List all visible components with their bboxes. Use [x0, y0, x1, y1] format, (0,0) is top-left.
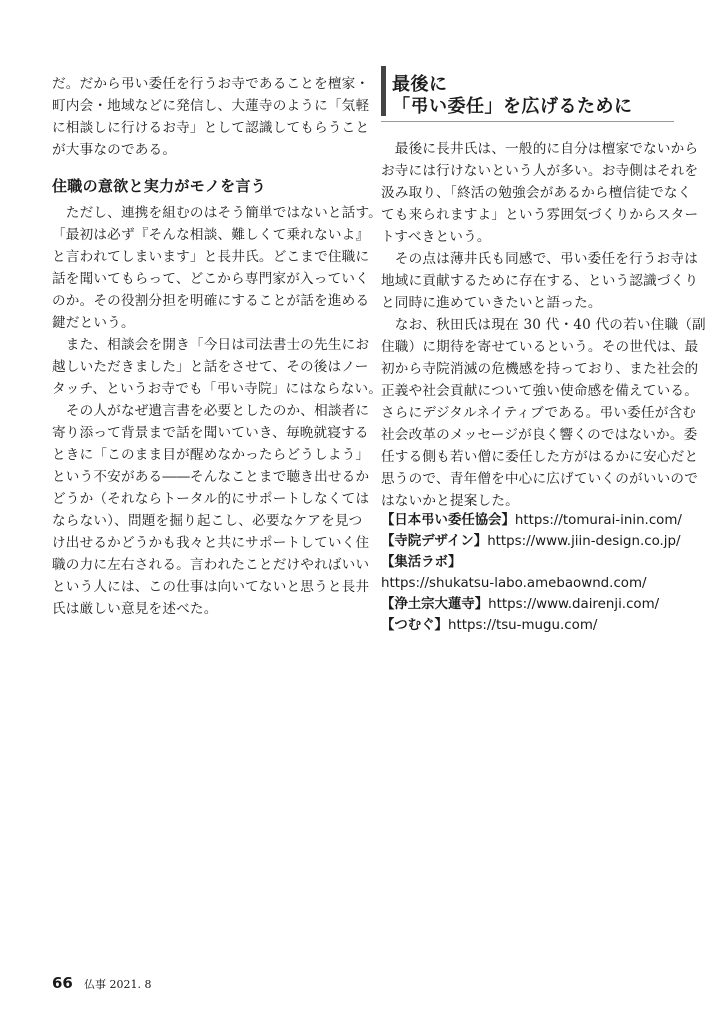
body-line: という不安がある――そんなことまで聴き出せるか	[52, 469, 370, 485]
body-line: その点は薄井氏も同感で、弔い委任を行うお寺は	[381, 251, 698, 267]
body-line: という人には、この仕事は向いてないと思うと長井	[52, 579, 370, 595]
body-line: に相談しに行けるお寺」として認識してもらうこと	[52, 120, 370, 136]
body-line: また、相談会を開き「今日は司法書士の先生にお	[52, 337, 370, 353]
link-row	[381, 552, 461, 573]
body-line: 最後に長井氏は、一般的に自分は檀家でないから	[381, 141, 699, 157]
link-row	[381, 594, 659, 615]
body-line: ても来られますよ」という雰囲気づくりからスター	[381, 207, 699, 223]
section-title: 「弔い委任」を広げるために	[392, 96, 633, 117]
body-line: 正義や社会貢献について強い使命感を備えている。	[381, 383, 698, 399]
body-line: 汲み取り、「終活の勉強会があるから檀信徒でなく	[381, 185, 692, 201]
link-label: 【集活ラボ】	[381, 555, 462, 570]
url-link[interactable]: https://www.dairenji.com/	[488, 597, 660, 612]
body-line: ときに「このまま目が醒めなかったらどうしよう」	[52, 447, 370, 463]
body-line: なお、秋田氏は現在 30 代・40 代の若い住職（副	[381, 317, 706, 333]
link-row	[381, 510, 682, 531]
link-label: 【寺院デザイン】	[381, 534, 488, 549]
body-line: ただし、連携を組むのはそう簡単ではないと話す。	[52, 205, 382, 221]
url-link[interactable]: https://tomurai-inin.com/	[514, 513, 682, 528]
url-link[interactable]: https://tsu-mugu.com/	[447, 618, 598, 633]
body-line: 越しいただきました」と話をさせて、その後はノー	[52, 359, 369, 375]
body-line: どうか（それならトータル的にサポートしなくては	[52, 491, 370, 507]
body-line: 話を聞いてもらって、どこから専門家が入っていく	[52, 271, 369, 287]
url-link[interactable]: https://www.jiin-design.co.jp/	[487, 534, 681, 549]
body-line: 初から寺院消滅の危機感を持っており、また社会的	[381, 361, 699, 377]
body-line: のか。その役割分担を明確にすることが話を進める	[52, 293, 370, 309]
link-row	[381, 615, 597, 636]
body-line: 思うので、青年僧を中心に広げていくのがいいので	[381, 471, 698, 487]
page-number: 66	[52, 974, 73, 992]
body-line: 町内会・地域などに発信し、大蓮寺のように「気軽	[52, 98, 370, 114]
issue-label: 仏事 2021. 8	[83, 978, 152, 991]
body-line: 地域に貢献するために存在する、という認識づくり	[381, 273, 699, 289]
body-line: その人がなぜ遺言書を必要としたのか、相談者に	[52, 403, 370, 419]
body-line: 住職）に期待を寄せているという。その世代は、最	[381, 339, 699, 355]
body-line: タッチ、というお寺でも「弔い寺院」にはならない。	[52, 381, 383, 397]
url-link[interactable]: https://shukatsu-labo.amebaownd.com/	[381, 576, 647, 591]
title-accent-bar	[381, 66, 386, 116]
body-line: ならない）、問題を掘り起こし、必要なケアを見つ	[52, 513, 363, 529]
body-line: 鍵だという。	[52, 315, 135, 331]
body-line: 社会改革のメッセージが良く響くのではないか。委	[381, 427, 698, 443]
body-line: け出せるかどうかも我々と共にサポートしていく住	[52, 535, 370, 551]
body-line: 「最初は必ず『そんな相談、難しくて乗れないよ』	[52, 227, 370, 243]
body-line: 氏は厳しい意見を述べた。	[52, 601, 218, 617]
link-label: 【つむぐ】	[381, 618, 448, 633]
body-line: 任する側も若い僧に委任した方がはるかに安心だと	[381, 449, 699, 465]
link-label: 【日本弔い委任協会】	[381, 513, 515, 528]
body-line: だ。だから弔い委任を行うお寺であることを檀家・	[52, 76, 370, 92]
body-line: と言われてしまいます」と長井氏。どこまで住職に	[52, 249, 370, 265]
link-row	[381, 531, 681, 552]
link-row	[381, 573, 647, 594]
body-line: が大事なのである。	[52, 142, 177, 158]
body-line: 職の力に左右される。言われたことだけやればいい	[52, 557, 370, 573]
link-label: 【浄土宗大蓮寺】	[381, 597, 489, 612]
section-heading: 住職の意欲と実力がモノを言う	[52, 177, 267, 195]
body-line: お寺には行けないという人が多い。お寺側はそれを	[381, 163, 699, 179]
title-divider	[381, 121, 674, 122]
body-line: と同時に進めていきたいと語った。	[381, 295, 602, 311]
body-line: トすべきという。	[381, 229, 491, 245]
section-title: 最後に	[392, 74, 448, 95]
body-line: 寄り添って背景まで話を聞いていき、毎晩就寝する	[52, 425, 369, 441]
body-line: さらにデジタルネイティブである。弔い委任が含む	[381, 405, 697, 421]
body-line: はないかと提案した。	[381, 493, 519, 509]
page-footer	[52, 973, 151, 992]
